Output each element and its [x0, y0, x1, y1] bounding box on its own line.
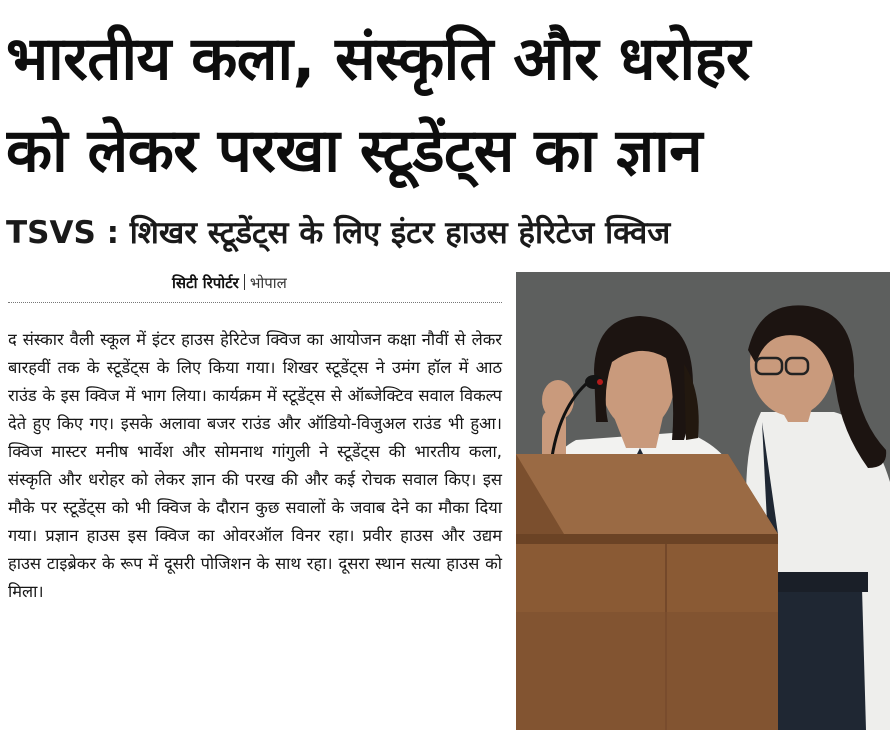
headline-line-1: भारतीय कला, संस्कृति और धरोहर [6, 24, 750, 94]
headline [6, 14, 890, 198]
article-body: द संस्कार वैली स्कूल में इंटर हाउस हेरिटेज क्विज का आयोजन कक्षा नौवीं से लेकर बारहवीं तक के स्टूडेंट्स के लिए किया गया। शिखर स्टूडेंट्स ने उमंग हॉल में आठ राउंड के इस क्विज में भाग लिया। कार्यक्रम में स्टूडेंट्स से ऑब्जेक्टिव सवाल विकल्प देते हुए किए गए। इसके अलावा बजर राउंड और ऑडियो-विजुअल राउंड भी हुआ। क्विज मास्टर मनीष भार्वेश और सोमनाथ गांगुली ने स्टूडेंट्स की भारतीय कला, संस्कृति और धरोहर को लेकर ज्ञान की परख की और कई रोचक सवाल किए। इस मौके पर स्टूडेंट्स को भी क्विज के दौरान कुछ सवालों के जवाब देने का मौका दिया गया। प्रज्ञान हाउस इस क्विज का ओवरऑल विनर रहा। प्रवीर हाउस और उद्यम हाउस टाइब्रेकर के रूप में दूसरी पोजिशन के साथ रहा। दूसरा स्थान सत्या हाउस को मिला। [8, 330, 502, 601]
podium [516, 454, 778, 730]
article-photo [516, 272, 890, 730]
byline-reporter: सिटी रिपोर्टर [172, 274, 239, 292]
photo-students-at-podium-icon [516, 272, 890, 730]
subheadline: TSVS : शिखर स्टूडेंट्स के लिए इंटर हाउस हेरिटेज क्विज [6, 215, 671, 251]
headline-line-2: को लेकर परखा स्टूडेंट्स का ज्ञान [6, 116, 703, 186]
byline [172, 270, 287, 296]
byline-city: भोपाल [249, 274, 287, 292]
byline-separator [244, 274, 245, 290]
byline-divider [8, 302, 502, 303]
